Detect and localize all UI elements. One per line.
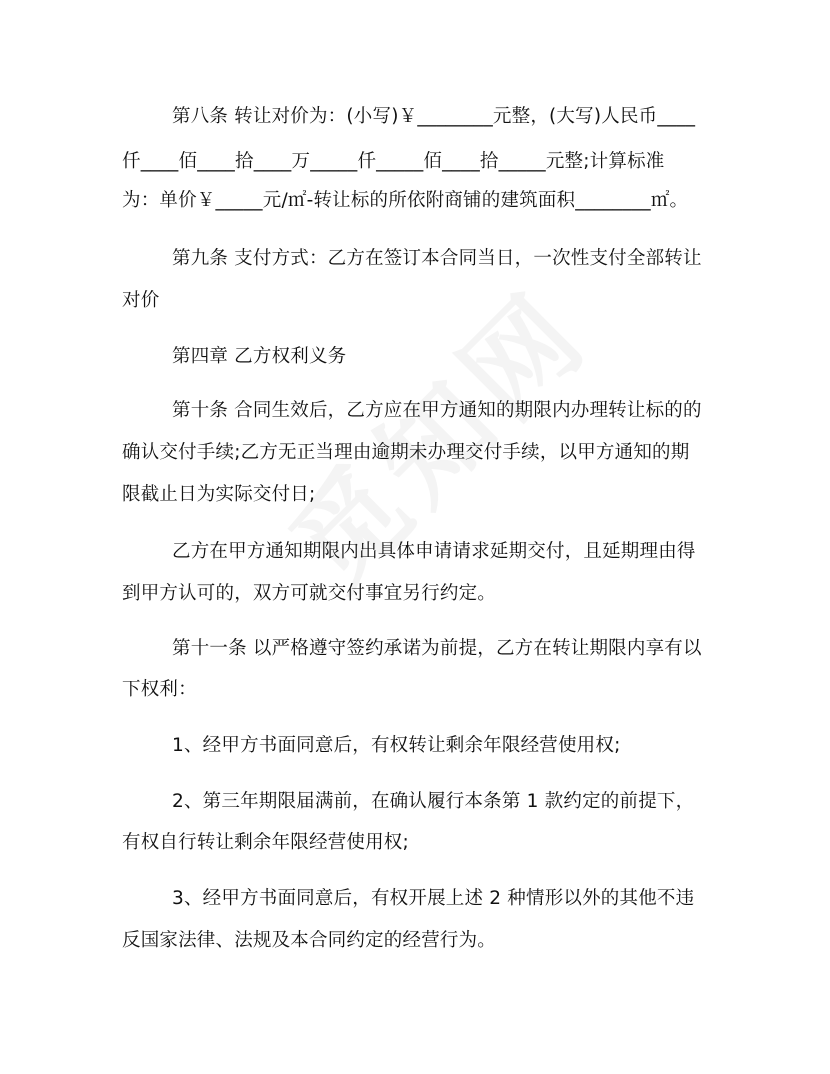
right-item-3-line-2: 反国家法律、法规及本合同约定的经营行为。 xyxy=(122,930,497,951)
article-8-line-1: 第八条 转让对价为：(小写)￥________元整，(大写)人民币____ xyxy=(172,106,696,127)
article-11-line-1: 第十一条 以严格遵守签约承诺为前提，乙方在转让期限内享有以 xyxy=(172,638,702,659)
right-item-3-line-1: 3、经甲方书面同意后，有权开展上述 2 种情形以外的其他不违 xyxy=(172,888,695,909)
article-10-line-3: 限截止日为实际交付日; xyxy=(122,484,316,505)
article-10-line-1: 第十条 合同生效后，乙方应在甲方通知的期限内办理转让标的的 xyxy=(172,400,702,421)
article-9-line-1: 第九条 支付方式：乙方在签订本合同当日，一次性支付全部转让 xyxy=(172,248,702,269)
article-11-line-2: 下权利： xyxy=(122,679,197,700)
right-item-2-line-1: 2、第三年期限届满前，在确认履行本条第 1 款约定的前提下， xyxy=(172,791,695,812)
right-item-1: 1、经甲方书面同意后，有权转让剩余年限经营使用权; xyxy=(172,735,621,756)
article-8-line-2: 仟____佰____拾____万_____仟_____佰____拾_____元整;计算标准 xyxy=(122,151,665,172)
extension-para-line-1: 乙方在甲方通知期限内出具体申请请求延期交付，且延期理由得 xyxy=(172,541,696,562)
article-8-line-3: 为：单价￥_____元/㎡-转让标的所依附商铺的建筑面积________㎡。 xyxy=(122,190,689,211)
article-9-line-2: 对价 xyxy=(122,290,160,311)
extension-para-line-2: 到甲方认可的，双方可就交付事宜另行约定。 xyxy=(122,583,497,604)
right-item-2-line-2: 有权自行转让剩余年限经营使用权; xyxy=(122,832,409,853)
chapter-4-heading: 第四章 乙方权利义务 xyxy=(172,346,347,367)
article-10-line-2: 确认交付手续;乙方无正当理由逾期未办理交付手续，以甲方通知的期 xyxy=(122,442,690,463)
